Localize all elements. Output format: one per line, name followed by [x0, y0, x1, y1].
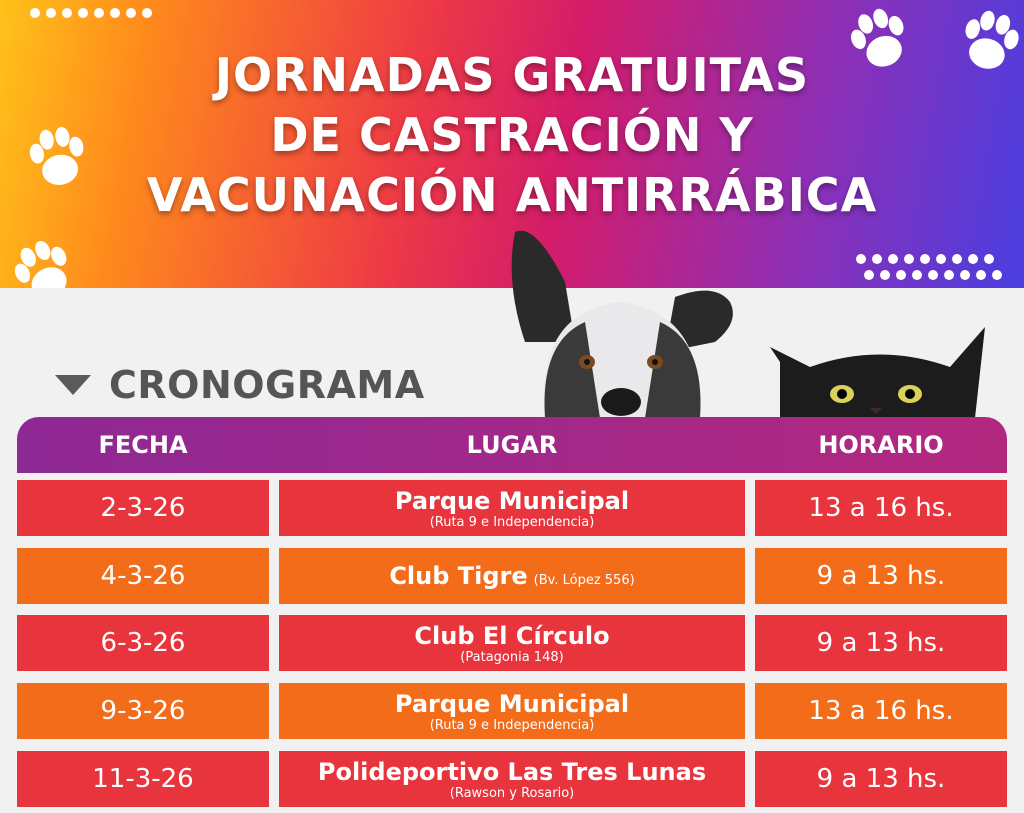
- table-row: [17, 548, 1007, 604]
- table-header: [17, 417, 1007, 473]
- title-line-2: DE CASTRACIÓN Y: [270, 108, 754, 162]
- cell-horario: 9 a 13 hs.: [755, 615, 1007, 671]
- place-detail: (Patagonia 148): [460, 649, 564, 665]
- title-line-1: JORNADAS GRATUITAS: [214, 48, 810, 102]
- cell-lugar: [279, 615, 745, 671]
- cell-lugar: [279, 683, 745, 739]
- place-detail: (Ruta 9 e Independencia): [429, 717, 595, 733]
- place-detail: (Ruta 9 e Independencia): [429, 514, 595, 530]
- cell-fecha: 11-3-26: [17, 751, 269, 807]
- table-row: [17, 751, 1007, 807]
- place-name: Parque Municipal: [394, 689, 630, 718]
- cell-horario: 13 a 16 hs.: [755, 480, 1007, 536]
- table-row: [17, 480, 1007, 536]
- column-header-horario: HORARIO: [818, 431, 944, 459]
- triangle-down-icon: [55, 375, 91, 395]
- table-row: [17, 683, 1007, 739]
- cell-fecha: 4-3-26: [17, 548, 269, 604]
- cell-fecha: 9-3-26: [17, 683, 269, 739]
- cell-lugar: [279, 480, 745, 536]
- cell-fecha: 6-3-26: [17, 615, 269, 671]
- place-name: Club Tigre: [389, 562, 528, 590]
- place-name: Club El Círculo: [414, 621, 610, 650]
- cell-horario: 9 a 13 hs.: [755, 751, 1007, 807]
- paw-icon: [4, 232, 84, 288]
- place-name: Parque Municipal: [394, 486, 630, 515]
- column-header-lugar: LUGAR: [466, 431, 558, 459]
- cat-illustration: [770, 322, 990, 418]
- section-heading-label: CRONOGRAMA: [109, 363, 425, 407]
- table-row: [17, 615, 1007, 671]
- cell-lugar: [279, 548, 745, 604]
- page-title: [60, 45, 964, 225]
- dog-illustration: [505, 222, 740, 418]
- cell-horario: 9 a 13 hs.: [755, 548, 1007, 604]
- column-header-fecha: FECHA: [98, 431, 188, 459]
- title-line-3: VACUNACIÓN ANTIRRÁBICA: [146, 168, 878, 222]
- place-detail: (Rawson y Rosario): [449, 785, 575, 801]
- decorative-dots-top-left: [30, 8, 170, 28]
- place-name: Polideportivo Las Tres Lunas: [317, 757, 707, 786]
- place-detail: (Bv. López 556): [533, 573, 635, 588]
- cell-fecha: 2-3-26: [17, 480, 269, 536]
- cell-horario: 13 a 16 hs.: [755, 683, 1007, 739]
- cell-lugar: [279, 751, 745, 807]
- decorative-dots-right: [856, 254, 1006, 284]
- section-heading: [55, 362, 425, 408]
